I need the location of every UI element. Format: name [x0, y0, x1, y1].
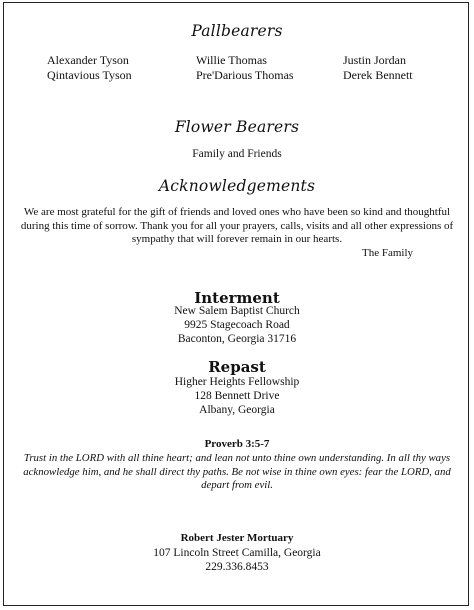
flower-bearers-text: Family and Friends — [192, 148, 282, 160]
mortuary-name: Robert Jester Mortuary — [180, 532, 294, 544]
acknowledgements-signature: The Family — [362, 247, 414, 259]
interment-line: Baconton, Georgia 31716 — [177, 333, 297, 345]
pallbearers-heading: Pallbearers — [191, 22, 283, 40]
mortuary-phone: 229.336.8453 — [205, 561, 269, 573]
interment-line: 9925 Stagecoach Road — [184, 319, 290, 331]
repast-line: Higher Heights Fellowship — [174, 376, 300, 388]
pallbearer-name: Qintavious Tyson — [47, 68, 132, 82]
repast-line: 128 Bennett Drive — [194, 390, 280, 402]
pallbearer-name: Alexander Tyson — [47, 53, 129, 67]
mortuary-address: 107 Lincoln Street Camilla, Georgia — [153, 547, 321, 559]
scripture-reference: Proverb 3:5-7 — [204, 438, 270, 450]
interment-line: New Salem Baptist Church — [174, 305, 300, 317]
scripture-text: Trust in the LORD with all thine heart; and lean not unto thine own understanding. In all thy ways acknowledge him, and he shall direct thy paths. Be not wise in thine own eyes: fear the LORD, and depart from evil. — [23, 452, 451, 491]
repast-heading: Repast — [208, 358, 266, 376]
pallbearer-name: Justin Jordan — [343, 53, 406, 67]
pallbearer-name: Pre'Darious Thomas — [196, 68, 294, 82]
pallbearer-name: Derek Bennett — [343, 68, 413, 82]
acknowledgements-heading: Acknowledgements — [158, 177, 316, 195]
interment-heading: Interment — [194, 289, 280, 307]
pallbearer-name: Willie Thomas — [196, 53, 267, 67]
repast-line: Albany, Georgia — [199, 404, 275, 416]
acknowledgements-body: We are most grateful for the gift of friends and loved ones who have been so kind and thoughtful during this time of sorrow. Thank you for all your prayers, calls, visits and all other expressions of sympathy that will forever remain in our hearts. — [20, 206, 454, 245]
flower-bearers-heading: Flower Bearers — [174, 118, 300, 136]
